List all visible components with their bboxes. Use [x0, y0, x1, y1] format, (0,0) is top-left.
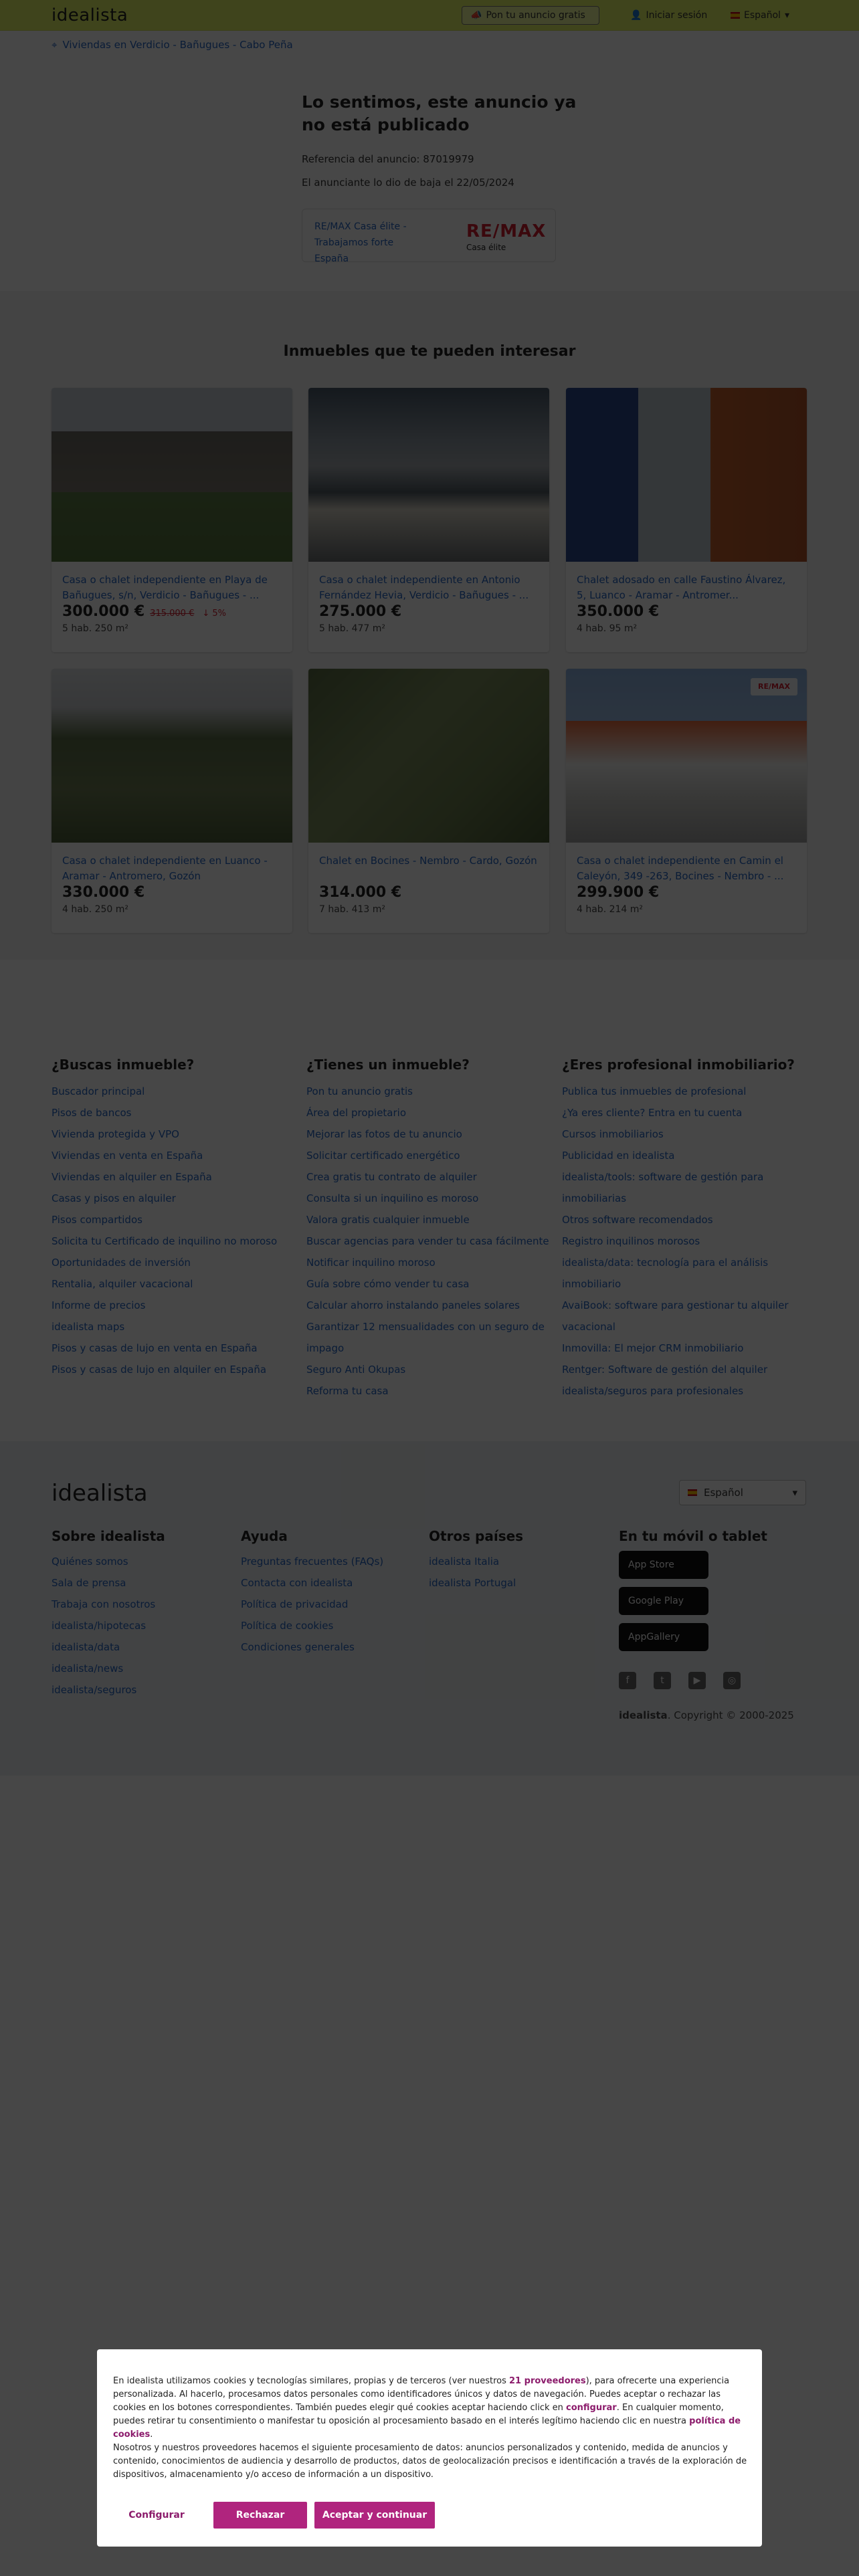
vendors-link[interactable]: 21 proveedores [509, 2376, 586, 2386]
configure-link[interactable]: configurar [566, 2403, 617, 2413]
cookie-consent-dialog [97, 2349, 762, 2547]
reject-button[interactable]: Rechazar [213, 2502, 307, 2529]
cookie-policy-link[interactable]: política de cookies [113, 2416, 741, 2440]
accept-button[interactable]: Aceptar y continuar [314, 2502, 435, 2529]
configure-button[interactable]: Configurar [128, 2510, 185, 2520]
cookie-text: En idealista utilizamos cookies y tecnologías similares, propias y de terceros (ver nuestros 21 proveedores), para ofrecerte una experiencia personalizada. Al hacerlo, procesamos datos personales como identificadores únicos y datos de navegación. Puedes aceptar o rechazar las cookies en los botones correspondientes. También puedes elegir qué cookies aceptar haciendo click en configurar. En cualquier momento, puedes retirar tu consentimiento o manifestar tu oposición al procesamiento basado en el interés legítimo haciendo clic en nuestra política de cookies. Nosotros y nuestros proveedores hacemos el siguiente procesamiento de datos: anuncios personalizados y contenido, medida de anuncios y contenido, conocimientos de audiencia y desarrollo de productos, datos de geolocalización precisos e identificación a través de la exploración de dispositivos, almacenamiento y/o acceso de información a un dispositivo. [113, 2376, 747, 2480]
